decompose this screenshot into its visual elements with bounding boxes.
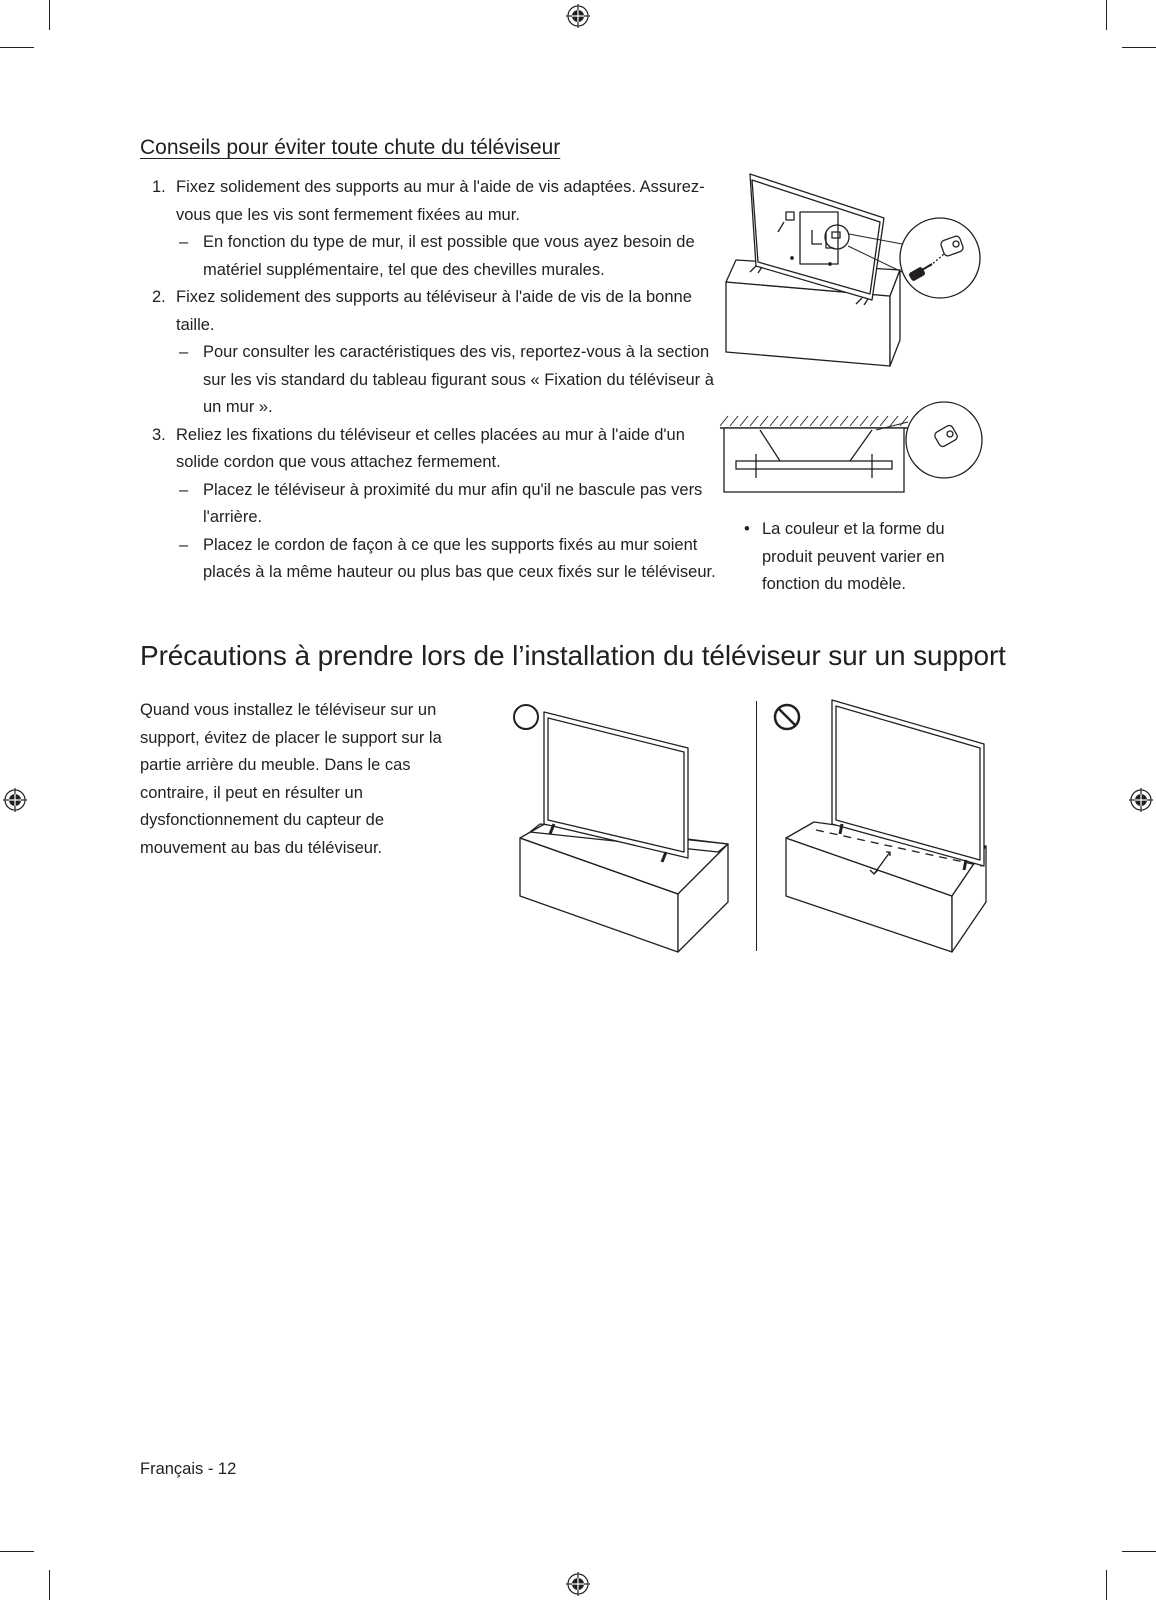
crop-mark bbox=[49, 1570, 50, 1600]
sub-item bbox=[176, 477, 720, 532]
dash-marker: – bbox=[179, 233, 189, 251]
sub-text: Placez le téléviseur à proximité du mur afin qu'il ne bascule pas vers l'arrière. bbox=[203, 480, 703, 526]
crop-mark bbox=[1106, 0, 1107, 30]
note-bullet bbox=[744, 516, 984, 599]
registration-mark-icon bbox=[566, 1572, 590, 1596]
steps-list bbox=[140, 174, 720, 587]
sub-list bbox=[176, 477, 720, 587]
dash-marker: – bbox=[179, 343, 189, 361]
sub-list bbox=[176, 339, 720, 422]
sub-item bbox=[176, 532, 720, 587]
sub-text: En fonction du type de mur, il est possible que vous ayez besoin de matériel supplémentaire, tel que des chevilles murales. bbox=[203, 233, 695, 279]
registration-mark-icon bbox=[566, 4, 590, 28]
registration-mark-icon bbox=[1129, 788, 1153, 812]
sub-text: Placez le cordon de façon à ce que les supports fixés au mur soient placés à la même hauteur ou plus bas que ceux fixés sur le téléviseur. bbox=[203, 535, 716, 581]
bullet-marker: • bbox=[744, 520, 750, 538]
sub-text: Pour consulter les caractéristiques des vis, reportez-vous à la section sur les vis standard du tableau figurant sous « Fixation du téléviseur à un mur ». bbox=[203, 343, 714, 416]
crop-mark bbox=[0, 47, 34, 48]
step-item bbox=[140, 174, 720, 284]
section-heading: Précautions à prendre lors de l’installation du téléviseur sur un support bbox=[140, 640, 1006, 671]
step-number: 2. bbox=[152, 288, 166, 306]
dash-marker: – bbox=[179, 535, 189, 554]
step-text: Fixez solidement des supports au téléviseur à l'aide de vis de la bonne taille. bbox=[176, 288, 692, 334]
crop-mark bbox=[1106, 1570, 1107, 1600]
step-text: Reliez les fixations du téléviseur et celles placées au mur à l'aide d'un solide cordon que vous attachez fermement. bbox=[176, 425, 685, 471]
wall-fixing-illustration bbox=[722, 174, 988, 384]
sub-item bbox=[176, 339, 720, 422]
step-item bbox=[140, 284, 720, 422]
crop-mark bbox=[1122, 47, 1156, 48]
registration-mark-icon bbox=[3, 788, 27, 812]
step-text: Fixez solidement des supports au mur à l'aide de vis adaptées. Assurez-vous que les vis sont fermement fixées au mur. bbox=[176, 178, 705, 224]
note-text: La couleur et la forme du produit peuvent varier en fonction du modèle. bbox=[762, 520, 945, 593]
step-number: 3. bbox=[152, 425, 166, 444]
step-item bbox=[140, 422, 720, 587]
dash-marker: – bbox=[179, 480, 189, 499]
top-view-illustration bbox=[720, 398, 988, 496]
sub-item bbox=[176, 229, 720, 284]
sub-list bbox=[176, 229, 720, 284]
section-paragraph: Quand vous installez le téléviseur sur un support, évitez de placer le support sur la partie arrière du meuble. Dans le cas contraire, il peut en résulter un dysfonctionnement du capteur de mouvement au bas du téléviseur. bbox=[140, 701, 442, 857]
step-number: 1. bbox=[152, 178, 166, 196]
page-number: Français - 12 bbox=[140, 1460, 237, 1478]
incorrect-placement-illustration bbox=[786, 700, 998, 952]
section-subheading: Conseils pour éviter toute chute du téléviseur bbox=[140, 136, 561, 159]
crop-mark bbox=[0, 1551, 34, 1552]
correct-placement-illustration bbox=[520, 712, 744, 952]
crop-mark bbox=[1122, 1551, 1156, 1552]
crop-mark bbox=[49, 0, 50, 30]
column-divider bbox=[756, 701, 757, 951]
